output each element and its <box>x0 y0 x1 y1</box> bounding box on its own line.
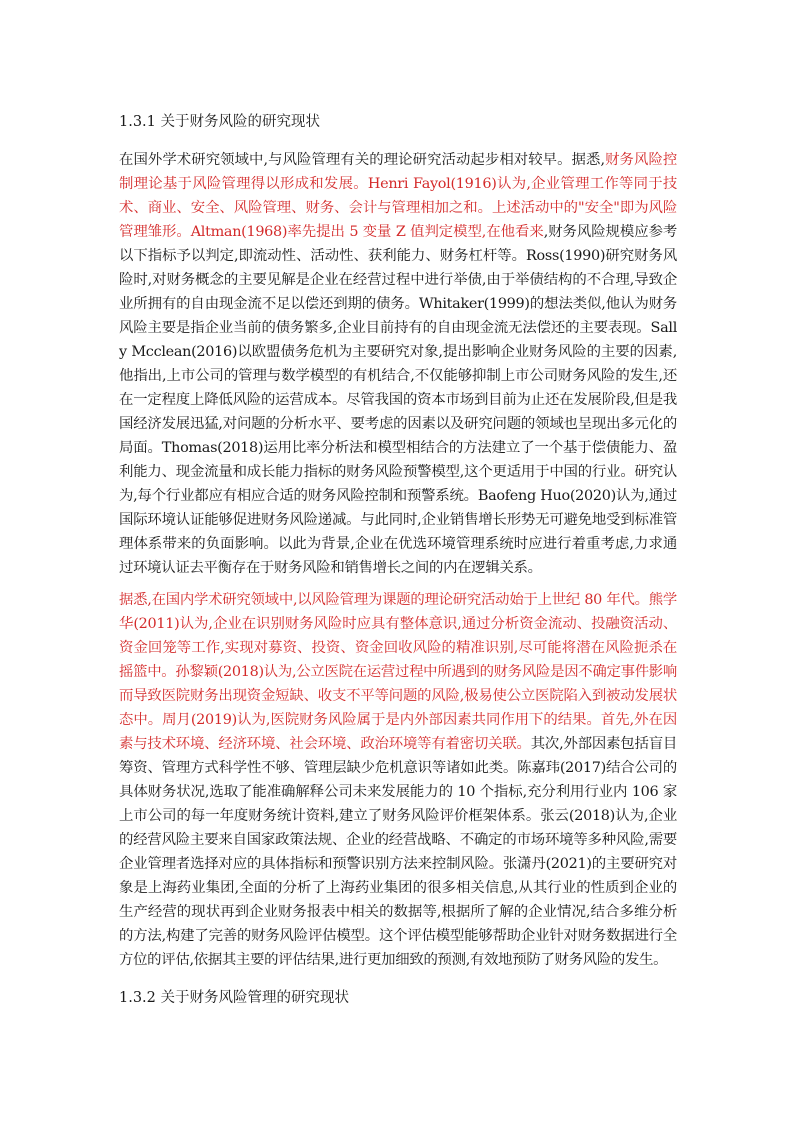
highlighted-text-run: 据悉,在国内学术研究领域中,以风险管理为课题的理论研究活动始于上世纪 80 年代。熊学华(2011)认为,企业在识别财务风险时应具有整体意识,通过分析资金流动、投融资活动、资金回笼等工作,实现对募资、投资、资金回收风险的精准识别,尽可能将潜在风险扼杀在摇篮中。孙黎颖(2018)认为,公立医院在运营过程中所遇到的财务风险是因不确定事件影响而导致医院财务出现资金短缺、收支不平等问题的风险,极易使公立医院陷入到被动发展状态中。周月(2019)认为,医院财务风险属于是内外部因素共同作用下的结果。首先,外在因素与技术环境、经济环境、社会环境、政治环境等有着密切关联。 <box>119 592 677 752</box>
paragraph-foreign-research <box>119 148 677 580</box>
paragraph-domestic-research <box>119 588 677 972</box>
highlighted-text-run: 财务风险控制理论基于风险管理得以形成和发展。Henri Fayol(1916)认为,企业管理工作等同于技术、商业、安全、风险管理、财务、会计与管理相加之和。上述活动中的"安全"即为风险管理雏形。Altman(1968)率先提出 5 变量 Z 值判定模型,在他看来 <box>119 152 677 240</box>
text-run: 在国外学术研究领域中,与风险管理有关的理论研究活动起步相对较早。据悉, <box>119 152 605 168</box>
text-run: ,财务风险规模应参考以下指标予以判定,即流动性、活动性、获利能力、财务杠杆等。Ross(1990)研究财务风险时,对财务概念的主要见解是企业在经营过程中进行举债,由于举债结构的不合理,导致企业所拥有的自由现金流不足以偿还到期的债务。Whitaker(1999)的想法类似,他认为财务风险主要是指企业当前的债务繁多,企业目前持有的自由现金流无法偿还的主要表现。Sally Mcclean(2016)以欧盟债务危机为主要研究对象,提出影响企业财务风险的主要的因素,他指出,上市公司的管理与数学模型的有机结合,不仅能够抑制上市公司财务风险的发生,还在一定程度上降低风险的运营成本。尽管我国的资本市场到目前为止还在发展阶段,但是我国经济发展迅猛,对问题的分析水平、要考虑的因素以及研究问题的领域也呈现出多元化的局面。Thomas(2018)运用比率分析法和模型相结合的方法建立了一个基于偿债能力、盈利能力、现金流量和成长能力指标的财务风险预警模型,这个更适用于中国的行业。研究认为,每个行业都应有相应合适的财务风险控制和预警系统。Baofeng Huo(2020)认为,通过国际环境认证能够促进财务风险递减。与此同时,企业销售增长形势无可避免地受到标准管理体系带来的负面影响。以此为背景,企业在优选环境管理系统时应进行着重考虑,力求通过环境认证去平衡存在于财务风险和销售增长之间的内在逻辑关系。 <box>119 224 678 576</box>
document-page <box>119 112 677 1024</box>
section-heading-1-3-1: 1.3.1 关于财务风险的研究现状 <box>119 114 321 130</box>
section-heading-1-3-2: 1.3.2 关于财务风险管理的研究现状 <box>119 990 350 1006</box>
text-run: 其次,外部因素包括盲目筹资、管理方式科学性不够、管理层缺少危机意识等诸如此类。陈嘉玮(2017)结合公司的具体财务状况,选取了能准确解释公司未来发展能力的 10 个指标,充分利用行业内 106 家上市公司的每一年度财务统计资料,建立了财务风险评价框架体系。张云(2018)认为,企业的经营风险主要来自国家政策法规、企业的经营战略、不确定的市场环境等多种风险,需要企业管理者选择对应的具体指标和预警识别方法来控制风险。张潇丹(2021)的主要研究对象是上海药业集团,全面的分析了上海药业集团的很多相关信息,从其行业的性质到企业的生产经营的现状再到企业财务报表中相关的数据等,根据所了解的企业情况,结合多维分析的方法,构建了完善的财务风险评估模型。这个评估模型能够帮助企业针对财务数据进行全方位的评估,依据其主要的评估结果,进行更加细致的预测,有效地预防了财务风险的发生。 <box>119 736 677 968</box>
